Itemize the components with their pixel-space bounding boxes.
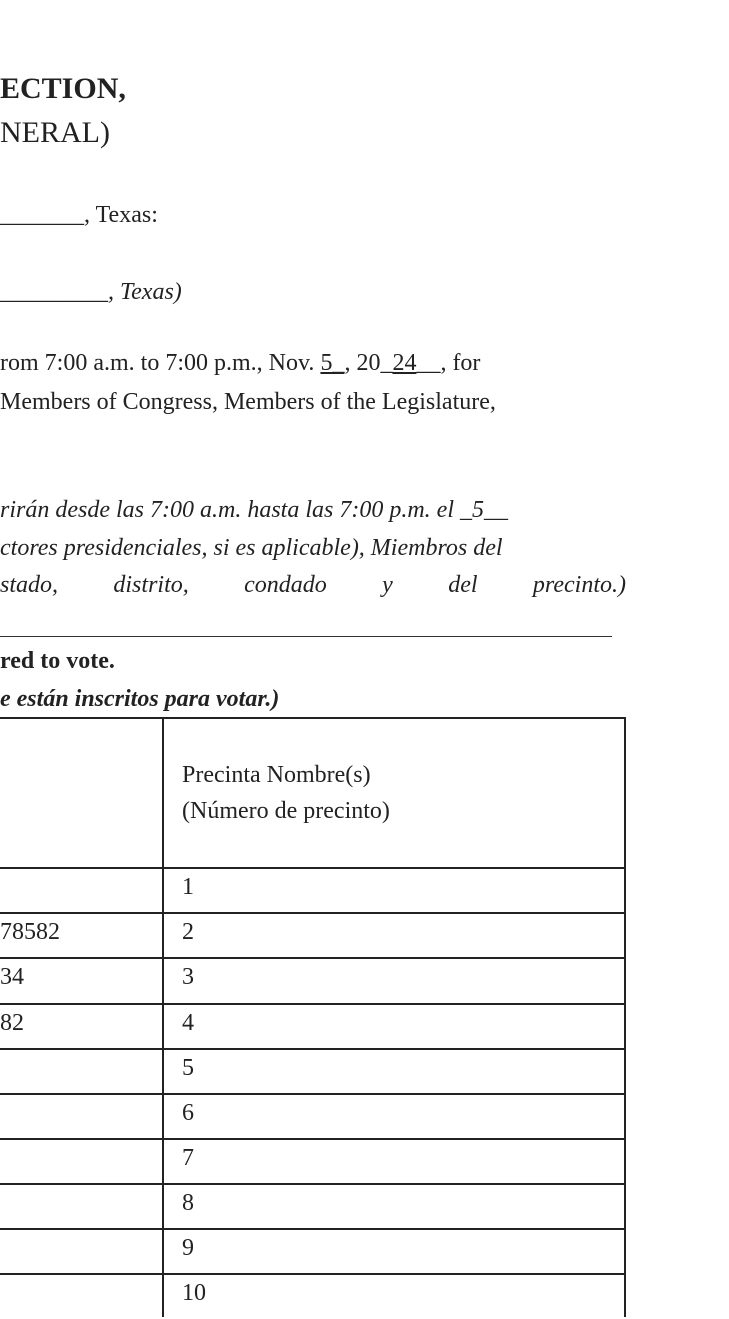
table-border [0, 1138, 626, 1140]
word: y [382, 572, 393, 598]
table-header [182, 757, 390, 829]
notice-english-line-1 [0, 350, 480, 377]
word: precinto.) [532, 572, 626, 598]
word: condado [244, 572, 327, 598]
table-cell-precinct: 4 [182, 1010, 194, 1036]
table-cell-precinct: 1 [182, 874, 194, 900]
word: del [448, 572, 478, 598]
table-cell-precinct: 3 [182, 964, 194, 990]
table-cell-precinct: 2 [182, 919, 194, 945]
notice-spanish-line-1 [0, 497, 508, 524]
table-border [0, 1183, 626, 1185]
table-border [0, 957, 626, 959]
table-cell-left: 34 [0, 964, 24, 990]
notice-spanish-prefix: rirán desde las 7:00 a.m. hasta las 7:00 p.m. el [0, 497, 460, 523]
header-line-1: Precinta Nombre(s) [182, 762, 371, 788]
table-cell-precinct: 8 [182, 1190, 194, 1216]
header-line-2: (Número de precinto) [182, 798, 390, 824]
table-border [0, 867, 626, 869]
table-cell-left: 78582 [0, 919, 60, 945]
registration-spanish: e están inscritos para votar.) [0, 686, 280, 712]
table-border [0, 1003, 626, 1005]
election-day: 5_ [320, 350, 345, 376]
notice-english-suffix: __, for [416, 350, 481, 376]
notice-spanish-line-2: ctores presidenciales, si es aplicable), Miembros del [0, 535, 503, 561]
address-english: _______, Texas: [0, 202, 158, 228]
notice-spanish-line-3 [0, 572, 626, 599]
address-spanish: _________, Texas) [0, 279, 182, 305]
registration-english: red to vote. [0, 648, 115, 674]
table-border [0, 1273, 626, 1275]
divider [0, 636, 612, 637]
table-cell-precinct: 5 [182, 1055, 194, 1081]
table-border [0, 1048, 626, 1050]
table-cell-precinct: 7 [182, 1145, 194, 1171]
table-border [0, 1228, 626, 1230]
precinct-table [0, 717, 626, 1317]
title-line-2: NERAL) [0, 116, 110, 149]
notice-english-prefix: rom 7:00 a.m. to 7:00 p.m., Nov. [0, 350, 321, 376]
table-cell-precinct: 10 [182, 1280, 206, 1306]
notice-spanish-day: _5__ [459, 497, 508, 523]
election-year: 24 [392, 350, 417, 376]
notice-english-line-2: Members of Congress, Members of the Legislature, [0, 389, 496, 415]
table-border [162, 717, 164, 1317]
title-line-1: ECTION, [0, 72, 126, 105]
year-prefix: , 20_ [344, 350, 393, 376]
table-cell-precinct: 6 [182, 1100, 194, 1126]
word: distrito, [113, 572, 189, 598]
word: stado, [0, 572, 59, 598]
table-border [0, 912, 626, 914]
table-border [624, 717, 626, 1317]
table-border [0, 1093, 626, 1095]
table-border [0, 717, 626, 719]
table-cell-left: 82 [0, 1010, 24, 1036]
table-cell-precinct: 9 [182, 1235, 194, 1261]
